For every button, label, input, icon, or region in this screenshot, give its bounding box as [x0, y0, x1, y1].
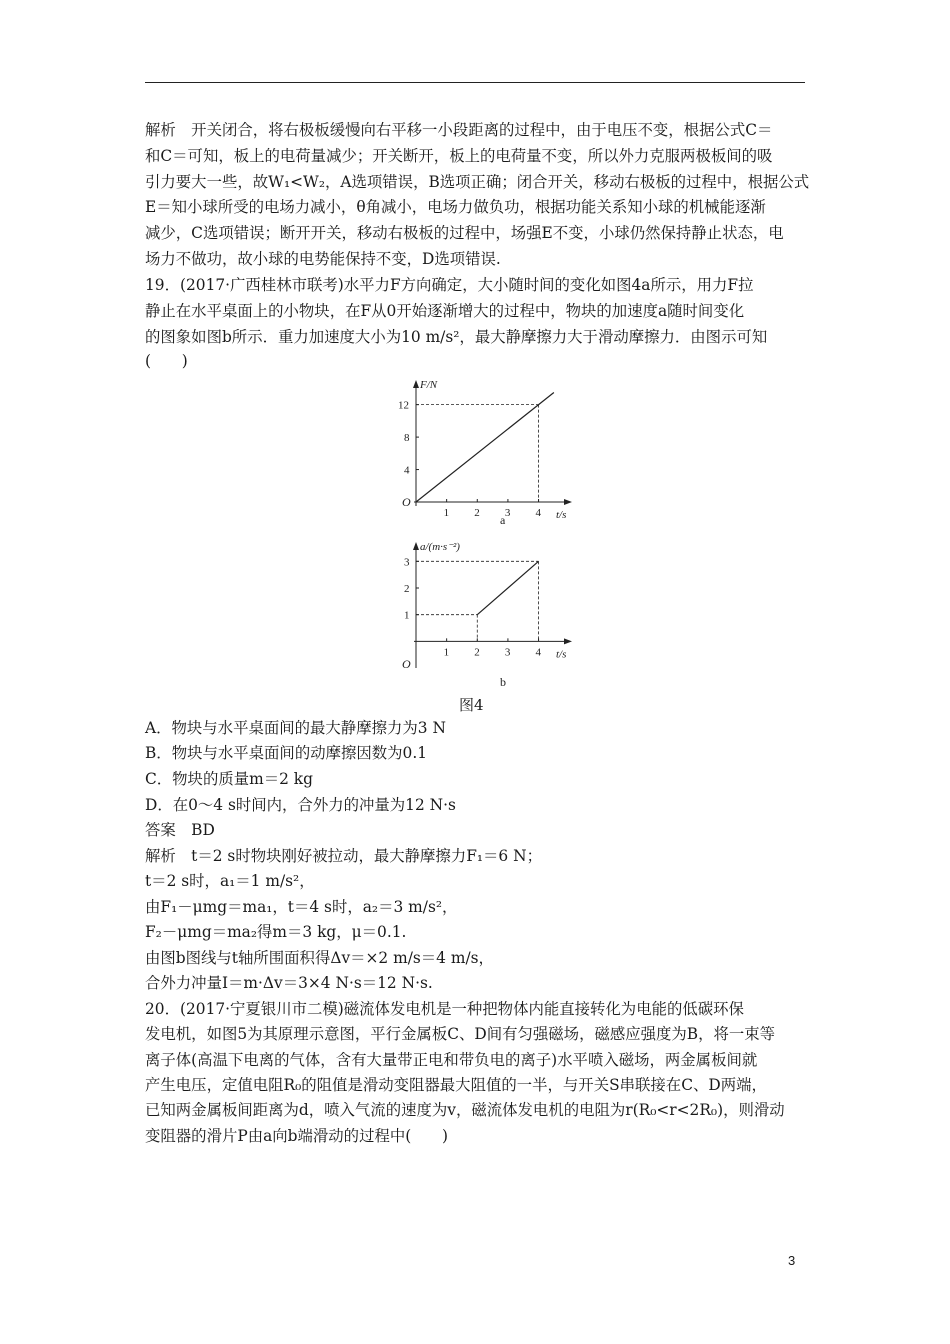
x-tick-label: 2	[474, 646, 480, 659]
analysis-line: 和C＝可知，板上的电荷量减少；开关断开，板上的电荷量不变，所以外力克服两极板间的吸	[145, 147, 773, 165]
option-a: A．物块与水平桌面间的最大静摩擦力为3 N	[145, 719, 446, 737]
analysis-line: E＝知小球所受的电场力减小，θ角减小，电场力做负功，根据功能关系知小球的机械能逐渐	[145, 198, 766, 216]
question-19-line: 的图象如图b所示．重力加速度大小为10 m/s²，最大静摩擦力大于滑动摩擦力．由图示可知	[145, 328, 768, 346]
x-tick-label: 3	[504, 507, 511, 519]
x-tick-label: 2	[474, 507, 480, 519]
x-tick-label: 4	[535, 507, 542, 519]
origin-label: O	[402, 495, 411, 509]
y-tick-label: 8	[404, 432, 410, 445]
subfigure-label: a	[500, 513, 506, 527]
solution-line: 由F₁－μmg＝ma₁，t＝4 s时，a₂＝3 m/s²，	[145, 898, 458, 916]
figure-caption: 图4	[459, 696, 484, 714]
data-line	[416, 392, 554, 502]
figure-4a-chart	[380, 374, 580, 528]
x-tick-label: 4	[535, 646, 542, 659]
analysis-line: 解析 开关闭合，将右极板缓慢向右平移一小段距离的过程中，由于电压不变，根据公式C＝	[145, 121, 773, 139]
x-axis-arrow	[564, 499, 572, 505]
question-20-line: 已知两金属板间距离为d，喷入气流的速度为v，磁流体发电机的电阻为r(R₀<r<2R₀)，则滑动	[145, 1101, 785, 1119]
y-tick-label: 2	[404, 583, 410, 595]
x-tick-label: 1	[443, 646, 450, 659]
analysis-line: 场力不做功，故小球的电势能保持不变，D选项错误.	[145, 250, 501, 268]
x-axis-arrow	[564, 638, 572, 644]
question-19-blank: ( )	[145, 352, 188, 370]
question-20-line: 产生电压，定值电阻R₀的阻值是滑动变阻器最大阻值的一半，与开关S串联接在C、D两端，	[145, 1076, 767, 1094]
header-rule	[145, 82, 805, 83]
y-tick-label: 4	[404, 464, 410, 477]
question-19-line: 静止在水平桌面上的小物块，在F从0开始逐渐增大的过程中，物块的加速度a随时间变化	[145, 302, 745, 320]
subfigure-label: b	[500, 675, 506, 689]
y-axis-label: F/N	[420, 379, 438, 391]
y-axis-arrow	[413, 380, 419, 388]
question-20-line: 发电机，如图5为其原理示意图，平行金属板C、D间有匀强磁场，磁感应强度为B，将一束等	[145, 1025, 776, 1043]
solution-line: F₂－μmg＝ma₂得m＝3 kg，μ＝0.1.	[145, 923, 407, 941]
solution-line: 由图b图线与t轴所围面积得Δv＝×2 m/s＝4 m/s，	[145, 949, 494, 967]
answer: 答案 BD	[145, 821, 215, 839]
figure-4b-chart	[380, 536, 580, 690]
y-tick-label: 3	[404, 556, 410, 569]
analysis-line: 减少，C选项错误；断开开关，移动右极板的过程中，场强E不变，小球仍然保持静止状态，电	[145, 224, 784, 242]
x-axis-label: t/s	[556, 509, 567, 521]
question-20-line: 20．(2017·宁夏银川市二模)磁流体发电机是一种把物体内能直接转化为电能的低碳环保	[145, 1000, 744, 1018]
y-tick-label: 1	[404, 609, 410, 622]
solution-line: t＝2 s时，a₁＝1 m/s²，	[145, 872, 315, 890]
analysis-line: 引力要大一些，故W₁<W₂，A选项错误，B选项正确；闭合开关，移动右极板的过程中，根据公式	[145, 173, 810, 191]
x-tick-label: 1	[443, 507, 450, 519]
solution-line: 合外力冲量I＝m·Δv＝3×4 N·s＝12 N·s.	[145, 974, 433, 992]
option-b: B．物块与水平桌面间的动摩擦因数为0.1	[145, 744, 428, 762]
page-number: 3	[788, 1253, 796, 1268]
question-20-line: 离子体(高温下电离的气体，含有大量带正电和带负电的离子)水平喷入磁场，两金属板间就	[145, 1051, 758, 1069]
solution-line: 解析 t＝2 s时物块刚好被拉动，最大静摩擦力F₁＝6 N；	[145, 847, 542, 865]
option-d: D．在0～4 s时间内，合外力的冲量为12 N·s	[145, 796, 456, 814]
y-tick-label: 12	[398, 399, 409, 412]
data-line	[477, 561, 538, 614]
y-axis-label: a/(m·s⁻²)	[420, 541, 460, 553]
x-tick-label: 3	[504, 646, 511, 659]
x-axis-label: t/s	[556, 648, 567, 661]
y-axis-arrow	[413, 542, 419, 550]
question-20-line: 变阻器的滑片P由a向b端滑动的过程中( )	[145, 1127, 449, 1145]
question-19-line: 19．(2017·广西桂林市联考)水平力F方向确定，大小随时间的变化如图4a所示，用力F拉	[145, 276, 754, 294]
option-c: C．物块的质量m＝2 kg	[145, 770, 313, 788]
origin-label: O	[402, 657, 411, 671]
